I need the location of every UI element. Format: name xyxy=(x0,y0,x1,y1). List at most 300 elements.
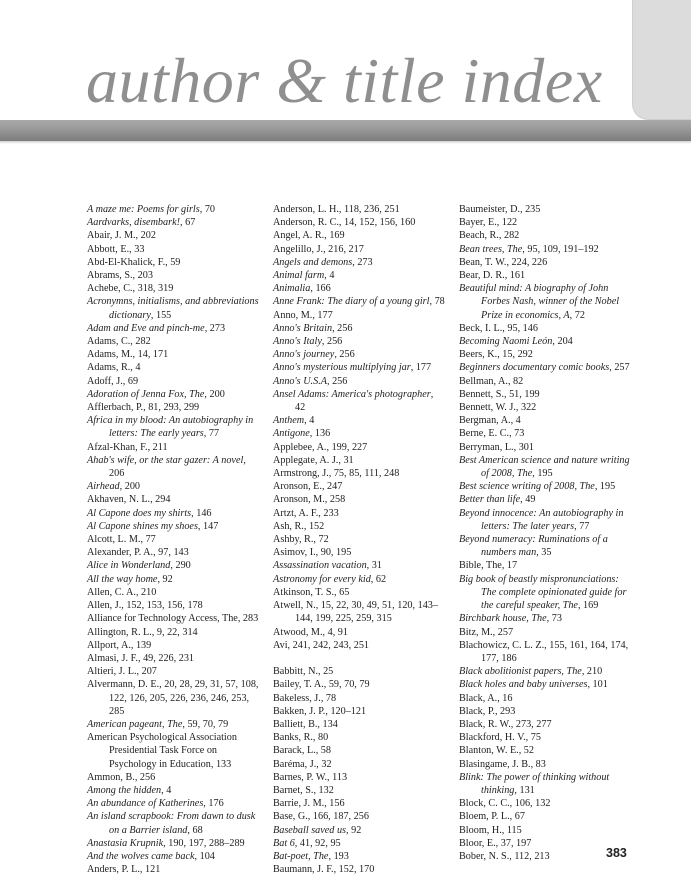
index-entry xyxy=(87,612,259,625)
entry-text: Abair, J. M., 202 xyxy=(87,230,156,242)
index-entry xyxy=(87,797,259,810)
index-entry xyxy=(87,573,259,586)
entry-text: Allport, A., 139 xyxy=(87,639,152,651)
entry-pages: , 256 xyxy=(332,322,353,334)
entry-title: Beyond innocence: An autobiography in letters: The later years xyxy=(459,507,624,532)
entry-text: Anno, M., 177 xyxy=(273,309,333,321)
index-entry xyxy=(273,771,445,784)
entry-pages: , 206 xyxy=(109,454,246,480)
entry-pages: , 273 xyxy=(204,322,226,334)
entry-text: Abrams, S., 203 xyxy=(87,270,153,282)
index-entry xyxy=(87,361,259,374)
entry-text: Aronson, E., 247 xyxy=(273,481,343,493)
entry-pages: , 42 xyxy=(295,388,434,414)
entry-text: Barnet, S., 132 xyxy=(273,784,334,796)
index-entry xyxy=(87,586,259,599)
entry-text: Beach, R., 282 xyxy=(459,230,520,242)
entry-text: Balliett, B., 134 xyxy=(273,718,338,730)
index-entry xyxy=(87,784,259,797)
entry-pages: , 70 xyxy=(199,204,215,215)
entry-pages: , 147 xyxy=(197,520,219,532)
entry-text: Bennett, W. J., 322 xyxy=(459,402,537,414)
index-entry xyxy=(273,626,445,639)
entry-pages: , 200 xyxy=(204,388,225,400)
entry-pages: , 62 xyxy=(370,573,387,585)
index-column-3 xyxy=(459,203,633,863)
index-entry xyxy=(459,203,633,216)
entry-title: Best science writing of 2008, The xyxy=(459,481,595,493)
entry-pages: , 273 xyxy=(352,256,373,268)
index-entry xyxy=(459,441,633,454)
entry-text: Baumeister, D., 235 xyxy=(459,204,541,215)
entry-text: Allen, C. A., 210 xyxy=(87,586,157,598)
entry-text: Bakeless, J., 78 xyxy=(273,692,337,704)
entry-pages: , 4 xyxy=(161,784,172,796)
entry-title: Anno's Britain xyxy=(273,322,333,334)
entry-pages: , 131 xyxy=(514,784,535,796)
index-entry xyxy=(87,850,259,863)
index-entry xyxy=(273,480,445,493)
header-bar-shadow xyxy=(0,141,691,144)
index-entry xyxy=(273,295,445,308)
index-entry xyxy=(273,837,445,850)
entry-pages: , 35 xyxy=(536,547,552,559)
index-entry xyxy=(87,546,259,559)
index-entry xyxy=(87,678,259,718)
entry-text: Ashby, R., 72 xyxy=(273,534,329,546)
entry-title: Aardvarks, disembark! xyxy=(87,217,180,229)
index-entry xyxy=(273,467,445,480)
entry-title: Alice in Wonderland xyxy=(87,560,171,572)
index-entry xyxy=(87,480,259,493)
entry-text: Bear, D. R., 161 xyxy=(459,270,526,282)
index-entry xyxy=(87,454,259,480)
index-entry xyxy=(87,282,259,295)
entry-text: Black, P., 293 xyxy=(459,705,516,717)
index-entry xyxy=(87,639,259,652)
entry-pages: , 72 xyxy=(569,309,585,321)
entry-text: Berryman, L., 301 xyxy=(459,441,534,453)
page-number: 383 xyxy=(606,846,627,860)
index-entry xyxy=(459,797,633,810)
index-entry xyxy=(273,256,445,269)
entry-title: Beyond numeracy: Ruminations of a numbers man xyxy=(459,534,608,559)
entry-title: Anne Frank: The diary of a young girl xyxy=(273,296,430,308)
index-entry xyxy=(459,401,633,414)
entry-title: Bat 6 xyxy=(273,837,295,849)
index-entry xyxy=(273,705,445,718)
index-entry xyxy=(459,269,633,282)
index-entry xyxy=(273,388,445,414)
entry-text: Babbitt, N., 25 xyxy=(273,666,334,678)
entry-text: Blackford, H. V., 75 xyxy=(459,732,541,744)
index-entry xyxy=(87,731,259,771)
entry-text: Berne, E. C., 73 xyxy=(459,428,525,440)
index-entry xyxy=(87,810,259,836)
entry-text: Bellman, A., 82 xyxy=(459,375,524,387)
entry-title: Al Capone does my shirts xyxy=(87,507,192,519)
entry-pages: , 256 xyxy=(326,375,348,387)
index-entry xyxy=(273,784,445,797)
index-entry xyxy=(459,388,633,401)
entry-title: Black holes and baby universes xyxy=(459,679,588,691)
index-entry xyxy=(273,375,445,388)
entry-pages: , 101 xyxy=(587,679,608,691)
entry-title: A maze me: Poems for girls xyxy=(87,204,200,215)
entry-pages: , 176 xyxy=(203,798,224,810)
entry-pages: , 78 xyxy=(429,296,445,308)
index-entry xyxy=(87,216,259,229)
entry-text: Anders, P. L., 121 xyxy=(87,864,161,876)
index-entry xyxy=(459,454,633,480)
entry-title: Adam and Eve and pinch-me xyxy=(87,322,205,334)
index-entry xyxy=(273,309,445,322)
index-entry xyxy=(459,322,633,335)
entry-text: Abd-El-Khalick, F., 59 xyxy=(87,256,181,268)
index-entry xyxy=(273,810,445,823)
entry-text: Baumann, J. F., 152, 170 xyxy=(273,864,375,876)
entry-title: Bean trees, The xyxy=(459,243,523,255)
entry-text: Ammon, B., 256 xyxy=(87,771,156,783)
entry-pages: , 193 xyxy=(328,850,349,862)
index-entry xyxy=(87,388,259,401)
entry-text: Bayer, E., 122 xyxy=(459,217,518,229)
index-entry xyxy=(459,639,633,665)
entry-title: Anthem xyxy=(273,415,305,427)
index-entry xyxy=(459,533,633,559)
index-entry xyxy=(273,850,445,863)
entry-title: Better than life xyxy=(459,494,521,506)
index-entry xyxy=(87,863,259,876)
entry-title: Birchbark house, The xyxy=(459,613,547,625)
index-entry xyxy=(87,837,259,850)
index-entry xyxy=(459,758,633,771)
index-entry xyxy=(459,559,633,572)
index-entry xyxy=(273,454,445,467)
entry-pages: , 195 xyxy=(594,481,616,493)
entry-text: Anderson, L. H., 118, 236, 251 xyxy=(273,204,400,215)
index-entry xyxy=(459,361,633,374)
entry-text: Beck, I. L., 95, 146 xyxy=(459,322,538,334)
entry-text: Applebee, A., 199, 227 xyxy=(273,441,368,453)
entry-title: Antigone xyxy=(273,428,310,440)
index-entry xyxy=(87,348,259,361)
entry-pages: , 73 xyxy=(546,613,562,625)
entry-pages: , 4 xyxy=(324,270,335,282)
entry-title: Beautiful mind: A biography of John Forbes Nash, winner of the Nobel Prize in economics, A xyxy=(459,283,620,321)
entry-pages: , 95, 109, 191–192 xyxy=(522,243,599,255)
entry-title: Al Capone shines my shoes xyxy=(87,520,198,532)
entry-pages: , 31 xyxy=(366,560,382,572)
index-entry xyxy=(87,295,259,321)
index-entry xyxy=(459,493,633,506)
entry-text: Angelillo, J., 216, 217 xyxy=(273,243,364,255)
entry-title: Acronymns, initialisms, and abbreviations dictionary xyxy=(87,296,259,321)
page-header xyxy=(0,0,691,142)
index-entry xyxy=(273,335,445,348)
index-entry xyxy=(459,282,633,322)
index-entry xyxy=(87,375,259,388)
entry-title: Anno's journey xyxy=(273,349,335,361)
entry-text: Base, G., 166, 187, 256 xyxy=(273,811,369,823)
entry-title: Anno's mysterious multiplying jar xyxy=(273,362,411,374)
index-entry xyxy=(87,493,259,506)
entry-text: Bergman, A., 4 xyxy=(459,415,521,427)
entry-text: Beers, K., 15, 292 xyxy=(459,349,533,361)
entry-pages: , 195 xyxy=(532,468,553,480)
entry-text: Bloem, P. L., 67 xyxy=(459,811,525,823)
index-entry xyxy=(459,731,633,744)
entry-pages: , 257 xyxy=(609,362,630,374)
index-entry xyxy=(459,229,633,242)
entry-title: Bat-poet, The xyxy=(273,850,329,862)
index-entry xyxy=(459,507,633,533)
index-entry xyxy=(87,652,259,665)
header-bar xyxy=(0,120,691,141)
index-entry xyxy=(459,573,633,613)
entry-title: Airhead xyxy=(87,481,120,493)
index-entry xyxy=(459,348,633,361)
index-entry xyxy=(87,441,259,454)
index-entry xyxy=(273,665,445,678)
index-entry xyxy=(87,256,259,269)
entry-title: Africa in my blood: An autobiography in letters: The early years xyxy=(87,415,254,440)
index-entry xyxy=(459,718,633,731)
entry-pages: , 4 xyxy=(304,415,315,427)
index-column-2 xyxy=(273,203,445,876)
index-entry xyxy=(87,269,259,282)
index-entry xyxy=(87,507,259,520)
entry-pages: , 41, 92, 95 xyxy=(294,837,341,849)
entry-text: Allen, J., 152, 153, 156, 178 xyxy=(87,600,203,612)
entry-title: Animalia xyxy=(273,283,311,295)
index-entry xyxy=(273,493,445,506)
entry-title: Anno's Italy xyxy=(273,336,322,348)
entry-pages: , 210 xyxy=(581,666,603,678)
entry-text: American Psychological Association Presidential Task Force on Psychology in Education, 133 xyxy=(87,732,237,770)
entry-pages: , 136 xyxy=(309,428,331,440)
entry-text: Adams, C., 282 xyxy=(87,336,151,348)
index-entry xyxy=(273,361,445,374)
entry-text: Alliance for Technology Access, The, 283 xyxy=(87,613,259,625)
entry-pages: , 204 xyxy=(552,336,573,348)
entry-text: Block, C. C., 106, 132 xyxy=(459,798,551,810)
index-entry xyxy=(273,824,445,837)
index-entry xyxy=(87,229,259,242)
index-entry xyxy=(273,546,445,559)
entry-text: Achebe, C., 318, 319 xyxy=(87,283,174,295)
index-entry xyxy=(87,599,259,612)
entry-text: Afflerbach, P., 81, 293, 299 xyxy=(87,402,200,414)
index-entry xyxy=(87,718,259,731)
index-entry xyxy=(87,665,259,678)
entry-title: Becoming Naomi León xyxy=(459,336,553,348)
index-entry xyxy=(87,771,259,784)
entry-text: Adoff, J., 69 xyxy=(87,375,139,387)
entry-title: Assassination vacation xyxy=(273,560,367,572)
entry-title: Black abolitionist papers, The xyxy=(459,666,582,678)
entry-title: Beginners documentary comic books xyxy=(459,362,610,374)
index-entry xyxy=(459,744,633,757)
entry-title: An island scrapbook: From dawn to dusk on a Barrier island xyxy=(87,811,256,836)
index-entry xyxy=(87,559,259,572)
index-entry xyxy=(273,507,445,520)
entry-title: Blink: The power of thinking without thinking xyxy=(459,771,610,796)
entry-pages: , 49 xyxy=(520,494,536,506)
entry-title: All the way home xyxy=(87,573,158,585)
entry-text: Bober, N. S., 112, 213 xyxy=(459,850,550,862)
index-entry xyxy=(87,401,259,414)
entry-text: Adams, R., 4 xyxy=(87,362,141,374)
entry-text: Afzal-Khan, F., 211 xyxy=(87,441,168,453)
index-entry xyxy=(459,612,633,625)
index-entry xyxy=(273,348,445,361)
index-entry xyxy=(459,771,633,797)
entry-text: Avi, 241, 242, 243, 251 xyxy=(273,639,370,651)
entry-text: Alcott, L. M., 77 xyxy=(87,534,156,546)
index-entry xyxy=(87,626,259,639)
index-entry xyxy=(273,559,445,572)
index-entry xyxy=(459,678,633,691)
entry-text: Black, R. W., 273, 277 xyxy=(459,718,552,730)
entry-title: Big book of beastly mispronunciations: The complete opinionated guide for the careful speaker, The xyxy=(459,573,627,612)
index-entry xyxy=(273,243,445,256)
index-entry xyxy=(273,229,445,242)
entry-title: Ahab's wife, or the star gazer: A novel xyxy=(87,454,244,466)
entry-pages: , 68 xyxy=(187,824,203,836)
entry-text: Banks, R., 80 xyxy=(273,732,329,744)
entry-text: Blasingame, J. B., 83 xyxy=(459,758,546,770)
entry-text: Bible, The, 17 xyxy=(459,560,518,572)
entry-text: Atwood, M., 4, 91 xyxy=(273,626,348,638)
index-entry xyxy=(459,626,633,639)
index-entry xyxy=(459,480,633,493)
index-entry xyxy=(87,243,259,256)
index-entry xyxy=(459,665,633,678)
entry-text: Baréma, J., 32 xyxy=(273,758,332,770)
letter-gap xyxy=(273,652,445,665)
entry-text: Blachowicz, C. L. Z., 155, 161, 164, 174, 177, 186 xyxy=(459,639,629,664)
entry-pages: , 190, 197, 288–289 xyxy=(163,837,245,849)
index-entry xyxy=(87,414,259,440)
entry-title: Astronomy for every kid xyxy=(273,573,371,585)
entry-text: Alvermann, D. E., 20, 28, 29, 31, 57, 108, 122, 126, 205, 226, 236, 246, 253, 285 xyxy=(87,679,259,717)
index-entry xyxy=(459,375,633,388)
entry-text: Blanton, W. E., 52 xyxy=(459,745,534,757)
entry-text: Anderson, R. C., 14, 152, 156, 160 xyxy=(273,217,416,229)
index-entry xyxy=(273,414,445,427)
index-entry xyxy=(273,573,445,586)
entry-title: An abundance of Katherines xyxy=(87,798,204,810)
entry-pages: , 155 xyxy=(150,309,172,321)
entry-pages: , 200 xyxy=(119,481,141,493)
index-column-1 xyxy=(87,203,259,876)
entry-pages: , 77 xyxy=(574,520,590,532)
index-entry xyxy=(459,810,633,823)
index-entry xyxy=(87,533,259,546)
index-entry xyxy=(87,203,259,216)
entry-text: Artzt, A. F., 233 xyxy=(273,507,339,519)
index-entry xyxy=(459,256,633,269)
index-entry xyxy=(459,824,633,837)
entry-pages: , 169 xyxy=(577,600,599,612)
entry-pages: , 177 xyxy=(410,362,432,374)
index-entry xyxy=(273,427,445,440)
entry-text: Barnes, P. W., 113 xyxy=(273,771,348,783)
entry-pages: , 92 xyxy=(157,573,173,585)
page-title: author & title index xyxy=(86,45,603,116)
entry-title: And the wolves came back xyxy=(87,850,195,862)
entry-text: Asimov, I., 90, 195 xyxy=(273,547,352,559)
index-entry xyxy=(459,414,633,427)
entry-text: Black, A., 16 xyxy=(459,692,513,704)
index-entry xyxy=(459,705,633,718)
index-entry xyxy=(273,639,445,652)
index-entry xyxy=(273,744,445,757)
entry-title: Best American science and nature writing of 2008, The xyxy=(459,454,630,480)
entry-pages: , 59, 70, 79 xyxy=(182,718,229,730)
entry-text: Bloor, E., 37, 197 xyxy=(459,837,532,849)
entry-pages: , 77 xyxy=(203,428,220,440)
index-entry xyxy=(273,758,445,771)
entry-pages: , 256 xyxy=(321,336,343,348)
entry-title: Animal farm xyxy=(273,270,325,282)
index-entry xyxy=(459,692,633,705)
entry-pages: , 146 xyxy=(191,507,212,519)
index-entry xyxy=(459,335,633,348)
index-entry xyxy=(273,269,445,282)
index-entry xyxy=(273,718,445,731)
index-entry xyxy=(459,216,633,229)
entry-title: Anastasia Krupnik xyxy=(87,837,164,849)
index-entry xyxy=(273,797,445,810)
entry-text: Bitz, M., 257 xyxy=(459,626,514,638)
index-entry xyxy=(459,243,633,256)
entry-title: Ansel Adams: America's photographer xyxy=(273,388,431,400)
entry-title: American pageant, The xyxy=(87,718,183,730)
entry-title: Among the hidden xyxy=(87,784,162,796)
index-entry xyxy=(273,216,445,229)
index-entry xyxy=(273,533,445,546)
index-entry xyxy=(273,520,445,533)
entry-text: Angel, A. R., 169 xyxy=(273,230,345,242)
entry-text: Bakken, J. P., 120–121 xyxy=(273,705,367,717)
entry-pages: , 67 xyxy=(180,217,196,229)
entry-text: Alexander, P. A., 97, 143 xyxy=(87,547,189,559)
entry-text: Altieri, J. L., 207 xyxy=(87,666,157,678)
entry-pages: , 256 xyxy=(334,349,355,361)
index-entry xyxy=(273,678,445,691)
entry-title: Angels and demons xyxy=(273,256,353,268)
entry-pages: , 166 xyxy=(310,283,331,295)
entry-text: Atkinson, T. S., 65 xyxy=(273,586,350,598)
entry-title: Adoration of Jenna Fox, The xyxy=(87,388,205,400)
index-entry xyxy=(273,692,445,705)
entry-text: Barack, L., 58 xyxy=(273,745,331,757)
index-entry xyxy=(273,322,445,335)
entry-text: Applegate, A. J., 31 xyxy=(273,454,354,466)
entry-text: Ash, R., 152 xyxy=(273,520,325,532)
entry-text: Barrie, J. M., 156 xyxy=(273,798,345,810)
entry-text: Bennett, S., 51, 199 xyxy=(459,388,540,400)
entry-text: Bailey, T. A., 59, 70, 79 xyxy=(273,679,370,691)
entry-text: Atwell, N., 15, 22, 30, 49, 51, 120, 143–144, 199, 225, 259, 315 xyxy=(273,600,438,625)
entry-text: Allington, R. L., 9, 22, 314 xyxy=(87,626,198,638)
entry-text: Adams, M., 14, 171 xyxy=(87,349,169,361)
entry-pages: , 104 xyxy=(194,850,215,862)
entry-title: Anno's U.S.A xyxy=(273,375,327,387)
entry-text: Almasi, J. F., 49, 226, 231 xyxy=(87,652,195,664)
